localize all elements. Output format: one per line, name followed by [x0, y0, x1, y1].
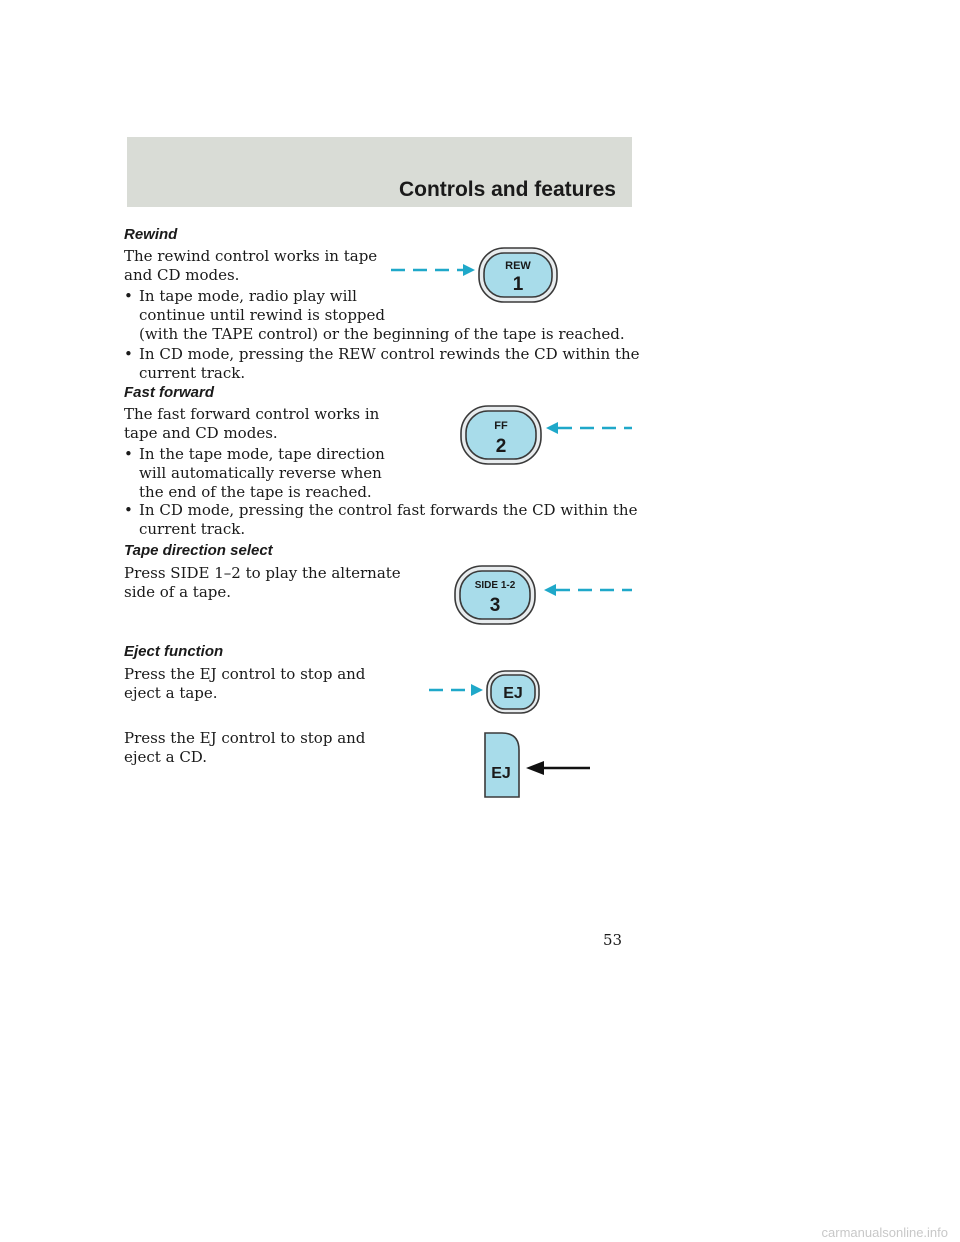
arrow-head-icon	[546, 422, 558, 434]
ej-cd-button-illustration	[482, 730, 594, 802]
side-button-label: SIDE 1-2	[474, 580, 516, 591]
arrow-head-icon	[544, 584, 556, 596]
rew-button-illustration	[385, 244, 565, 306]
arrow-head-icon	[526, 761, 544, 775]
bullet-glyph: •	[124, 287, 133, 305]
fast-forward-bullet-1-line-3: the end of the tape is reached.	[139, 483, 372, 501]
header-band	[127, 137, 632, 207]
bullet-glyph: •	[124, 345, 133, 363]
tape-direction-intro-line-2: side of a tape.	[124, 583, 232, 601]
rewind-intro-line-2: and CD modes.	[124, 266, 240, 284]
rewind-heading: Rewind	[124, 226, 178, 243]
rewind-bullet-2-line-1: In CD mode, pressing the REW control rewinds the CD within the	[139, 345, 640, 363]
tape-direction-intro-line-1: Press SIDE 1–2 to play the alternate	[124, 564, 401, 582]
rewind-bullet-1-line-2: continue until rewind is stopped	[139, 306, 386, 324]
fast-forward-intro-line-2: tape and CD modes.	[124, 424, 278, 442]
ej-tape-button-illustration	[425, 668, 545, 716]
eject-tape-line-2: eject a tape.	[124, 684, 218, 702]
eject-heading: Eject function	[124, 643, 224, 660]
fast-forward-bullet-1-line-1: In the tape mode, tape direction	[139, 445, 385, 463]
rewind-bullet-2-line-2: current track.	[139, 364, 246, 382]
ff-button-label: FF	[494, 420, 508, 432]
fast-forward-bullet-2-line-1: In CD mode, pressing the control fast forwards the CD within the	[139, 501, 638, 519]
ej-tape-button-label: EJ	[503, 685, 523, 702]
rewind-intro-line-1: The rewind control works in tape	[124, 247, 378, 265]
side-button-illustration	[452, 562, 638, 628]
rew-button-label: REW	[505, 260, 531, 272]
rewind-bullet-1-line-1: In tape mode, radio play will	[139, 287, 357, 305]
fast-forward-bullet-1-line-2: will automatically reverse when	[139, 464, 382, 482]
ff-button-number: 2	[495, 436, 507, 457]
arrow-head-icon	[471, 684, 483, 696]
side-button-number: 3	[489, 595, 501, 616]
eject-cd-line-2: eject a CD.	[124, 748, 208, 766]
tape-direction-heading: Tape direction select	[124, 542, 273, 559]
rewind-bullet-1-line-3: (with the TAPE control) or the beginning of the tape is reached.	[139, 325, 625, 343]
footer-watermark	[0, 1224, 960, 1242]
fast-forward-bullet-2-line-2: current track.	[139, 520, 246, 538]
bullet-glyph: •	[124, 501, 133, 519]
page-header-title: Controls and features	[398, 178, 616, 201]
bullet-glyph: •	[124, 445, 133, 463]
watermark-text: carmanualsonline.info	[821, 1225, 948, 1240]
page-number: 53	[603, 931, 623, 949]
eject-cd-line-1: Press the EJ control to stop and	[124, 729, 366, 747]
ej-cd-button-label: EJ	[491, 765, 511, 782]
ff-button-illustration	[458, 402, 638, 468]
arrow-head-icon	[463, 264, 475, 276]
rew-button-number: 1	[512, 274, 524, 295]
fast-forward-intro-line-1: The fast forward control works in	[124, 405, 380, 423]
fast-forward-heading: Fast forward	[124, 384, 215, 401]
eject-tape-line-1: Press the EJ control to stop and	[124, 665, 366, 683]
